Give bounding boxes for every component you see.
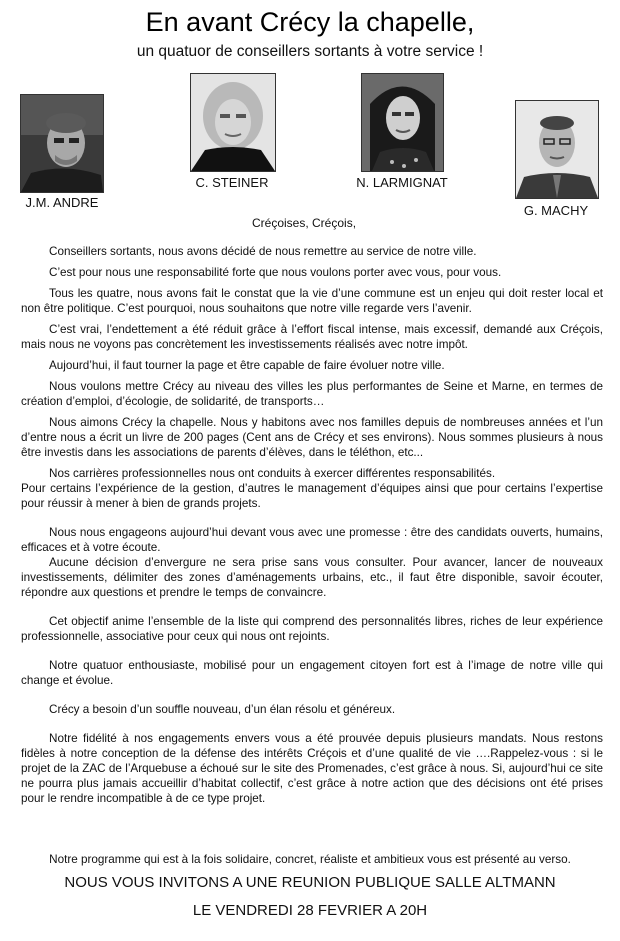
paragraph: Nous aimons Crécy la chapelle. Nous y habitons avec nos familles depuis de nombreuses années et l’un d’entre nous a écrit un livre de 200 pages (Cent ans de Crécy et ses environs). Nous sommes plusieurs à nous être investis dans les associations de parents d’élèves, dans le téléthon, etc... (21, 416, 603, 459)
portrait-photo (361, 73, 444, 172)
paragraph: Nos carrières professionnelles nous ont conduits à exercer différentes responsabilités. (49, 467, 496, 480)
candidate-name: C. STEINER (195, 175, 269, 190)
candidate-name: G. MACHY (523, 203, 589, 218)
candidate-name: N. LARMIGNAT (356, 175, 448, 190)
paragraph: Tous les quatre, nous avons fait le constat que la vie d’une commune est un enjeu qui doit rester local et non être politique. C’est pourquoi, nous souhaitons que notre ville regarde vers l’avenir. (21, 287, 603, 315)
paragraph: C’est vrai, l’endettement a été réduit grâce à l’effort fiscal intense, mais excessif, demandé aux Créçois, mais nous ne voyons pas concrètement les investissements réalisés avec notre impôt. (21, 323, 603, 351)
greeting: Créçoises, Créçois, (252, 216, 357, 230)
paragraph: Aujourd’hui, il faut tourner la page et être capable de faire évoluer notre ville. (49, 359, 445, 372)
candidate-name: J.M. ANDRE (25, 195, 99, 210)
paragraph: Notre quatuor enthousiaste, mobilisé pour un engagement citoyen fort est à l’image de notre ville qui change et évolue. (21, 659, 603, 687)
paragraph: Aucune décision d’envergure ne sera prise sans vous consulter. Pour avancer, lancer de nouveaux investissements, délimiter des zones d’aménagements urbains, etc., il faut être disponible, savoir écouter, répondre aux questions et prendre le temps de convaincre. (21, 556, 603, 599)
paragraph: Pour certains l’expérience de la gestion, d’autres le management d’équipes ainsi que pour certains l’expertise pour réussir à mener à bien de grands projets. (21, 482, 603, 510)
paragraph: C’est pour nous une responsabilité forte que nous voulons porter avec vous, pour vous. (49, 266, 502, 279)
paragraph: Cet objectif anime l’ensemble de la liste qui comprend des personnalités libres, riches de leur expérience professionnelle, associative pour ceux qui nous ont rejoints. (21, 615, 603, 643)
paragraph: Conseillers sortants, nous avons décidé de nous remettre au service de notre ville. (49, 245, 477, 258)
portrait-photo (190, 73, 276, 172)
meeting-invite: NOUS VOUS INVITONS A UNE REUNION PUBLIQUE SALLE ALTMANN (64, 874, 556, 891)
program-note: Notre programme qui est à la fois solidaire, concret, réaliste et ambitieux vous est présenté au verso. (49, 853, 571, 866)
paragraph: Nous nous engageons aujourd’hui devant vous avec une promesse : être des candidats ouverts, humains, efficaces et à votre écoute. (21, 526, 603, 554)
meeting-date: LE VENDREDI 28 FEVRIER A 20H (192, 902, 428, 919)
page-subtitle: un quatuor de conseillers sortants à votre service ! (136, 43, 484, 60)
paragraph: Crécy a besoin d’un souffle nouveau, d’un élan résolu et généreux. (49, 703, 396, 716)
paragraph: Nous voulons mettre Crécy au niveau des villes les plus performantes de Seine et Marne, en termes de création d’emploi, d’écologie, de solidarité, de transports… (21, 380, 603, 408)
letter-body (21, 244, 603, 806)
portrait-photo (515, 100, 599, 199)
paragraph: Notre fidélité à nos engagements envers vous a été prouvée depuis plusieurs mandats. Nous restons fidèles à notre conception de la défense des intérêts Créçois et d’une qualité de vie ….Rappelez-vous : si le projet de la ZAC de l’Arquebuse a échoué sur le site des Promenades, c’est grâce à nous. Si, aujourd’hui ce site ne pourra plus jamais accueillir d’habitat collectif, c’est grâce à notre action que des décisions ont été prises pour le rendre incompatible à de ce type projet. (21, 732, 603, 805)
page-title: En avant Crécy la chapelle, (145, 7, 475, 37)
portrait-photo (20, 94, 104, 193)
